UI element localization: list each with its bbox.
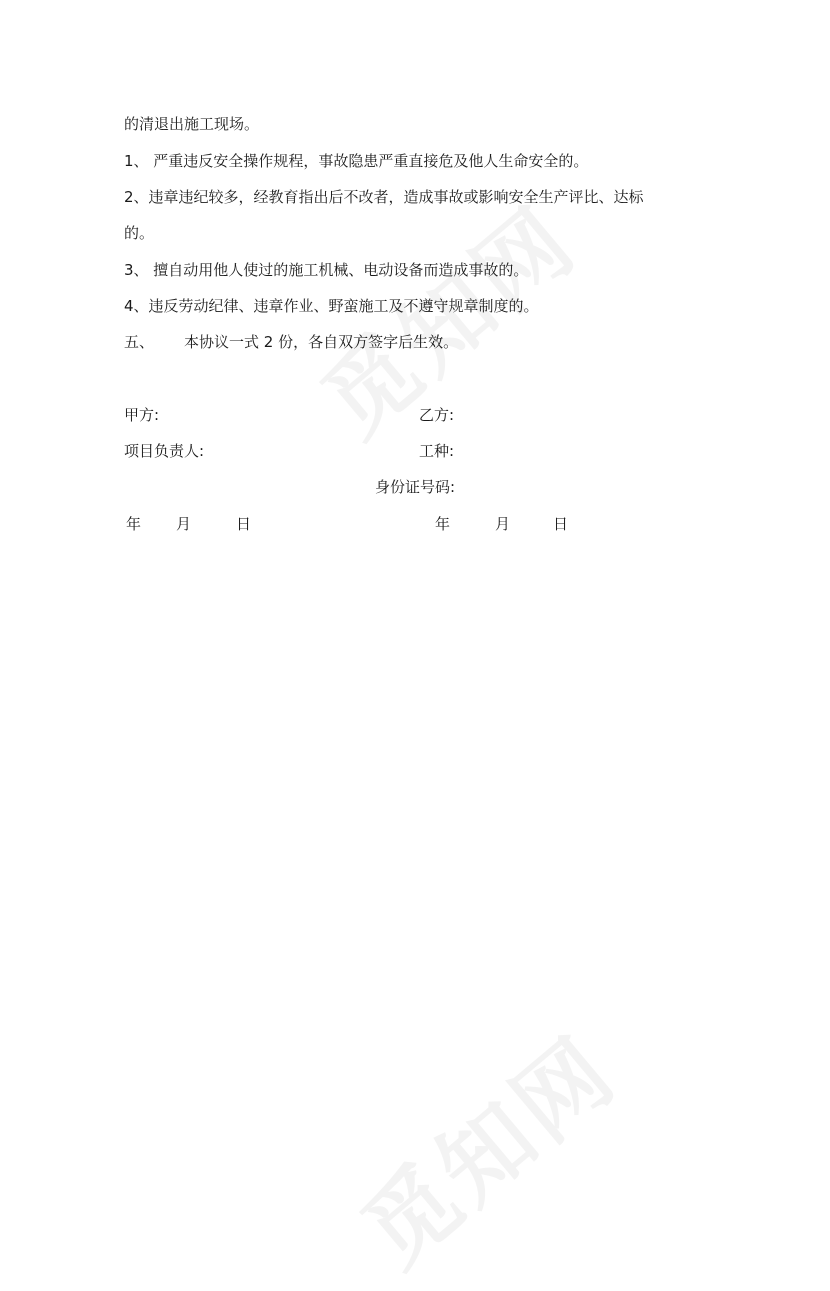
clause-five-number: 五、 bbox=[124, 333, 155, 351]
date-b-day: 日 bbox=[553, 515, 569, 533]
body-line-3: 2、违章违纪较多，经教育指出后不改者，造成事故或影响安全生产评比、达标 bbox=[124, 188, 644, 206]
date-a-month: 月 bbox=[176, 515, 192, 533]
date-b-month: 月 bbox=[495, 515, 511, 533]
body-line-2: 1、 严重违反安全操作规程，事故隐患严重直接危及他人生命安全的。 bbox=[124, 152, 589, 170]
body-line-6: 4、违反劳动纪律、违章作业、野蛮施工及不遵守规章制度的。 bbox=[124, 297, 539, 315]
id-number-label: 身份证号码: bbox=[375, 478, 456, 496]
party-b-label: 乙方: bbox=[419, 406, 455, 424]
body-line-4: 的。 bbox=[124, 224, 155, 242]
date-a-year: 年 bbox=[126, 515, 142, 533]
date-b-year: 年 bbox=[435, 515, 451, 533]
date-a-day: 日 bbox=[236, 515, 252, 533]
job-type-label: 工种: bbox=[419, 442, 455, 460]
body-line-1: 的清退出施工现场。 bbox=[124, 115, 260, 133]
watermark-bottom bbox=[330, 1001, 640, 1291]
body-line-5: 3、 擅自动用他人使过的施工机械、电动设备而造成事故的。 bbox=[124, 261, 529, 279]
project-leader-label: 项目负责人: bbox=[124, 442, 205, 460]
party-a-label: 甲方: bbox=[124, 406, 160, 424]
clause-five-text: 本协议一式 2 份，各自双方签字后生效。 bbox=[184, 333, 459, 351]
